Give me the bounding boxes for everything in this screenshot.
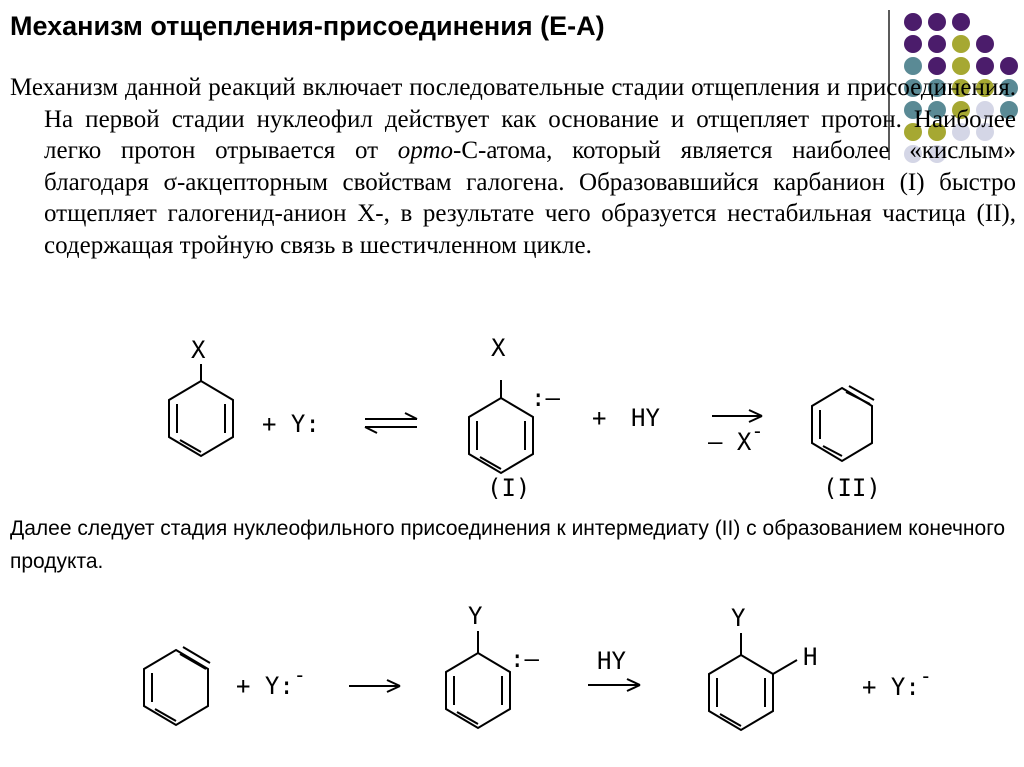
aryl-anion-ring [446, 653, 510, 728]
regenerated-nucleophile-charge: - [919, 664, 932, 688]
intro-text-italic: орто [397, 137, 454, 164]
plus-nucleophile [236, 663, 306, 700]
carbanion-charge: :– [531, 384, 560, 412]
elimination-scheme [0, 328, 1024, 508]
product-y-label: Y [731, 604, 746, 632]
benzene-ring [169, 381, 233, 456]
halogen-label: X [191, 336, 206, 364]
plus-sign: + [592, 404, 607, 432]
product-h-label: H [803, 643, 818, 671]
intro-text-part2: -С-атома, который является наиболее «кислым» благодаря σ-акцепторным свойствам галогена. Образовавшийся карбанион (I) быстро отщепляет галогенид-анион Х-, в результате чего образуется нестабильная частица (II), содержащая тройную связь в шестичленном цикле. [44, 137, 1016, 259]
label-intermediate-II: (II) [823, 474, 881, 502]
decor-dot [904, 13, 922, 31]
decor-dot [952, 13, 970, 31]
benzyne-ring [144, 650, 208, 725]
hy-reagent: HY [597, 647, 626, 675]
leaving-halide-text: – X [708, 428, 752, 456]
product-ring [709, 655, 773, 730]
decor-dot [952, 35, 970, 53]
second-paragraph: Далее следует стадия нуклеофильного присоединения к интермедиату (II) с образованием конечного продукта. [10, 517, 1006, 573]
intro-paragraph [10, 72, 1016, 261]
hy-product: HY [631, 404, 660, 432]
decor-dot [976, 35, 994, 53]
addition-scheme [0, 595, 1024, 765]
nucleophile-charge: - [293, 663, 306, 687]
intro-text-part1: Механизм данной реакций включает последовательные стадии отщепления и присоединения. На первой стадии нуклеофил действует как основание и отщепляет протон. Наиболее легко протон отрывается от [10, 74, 1016, 164]
slide-title: Механизм отщепления-присоединения (Е-А) [10, 11, 605, 41]
carbanion-halogen-label: X [491, 334, 506, 362]
regenerated-nucleophile-text: + Y: [862, 673, 920, 701]
nucleophile-y-label: Y [468, 602, 483, 630]
plus-nucleophile: + Y: [262, 410, 320, 438]
decor-dot [928, 35, 946, 53]
leaving-halide [708, 419, 763, 456]
regenerated-nucleophile [862, 664, 932, 701]
plus-nucleophile-text: + Y: [236, 672, 294, 700]
decor-dot [928, 13, 946, 31]
carbanion-ring [469, 398, 533, 473]
leaving-halide-charge: - [751, 419, 764, 443]
decor-dot [904, 35, 922, 53]
label-intermediate-I: (I) [487, 474, 531, 502]
anion-charge: :– [510, 645, 539, 673]
